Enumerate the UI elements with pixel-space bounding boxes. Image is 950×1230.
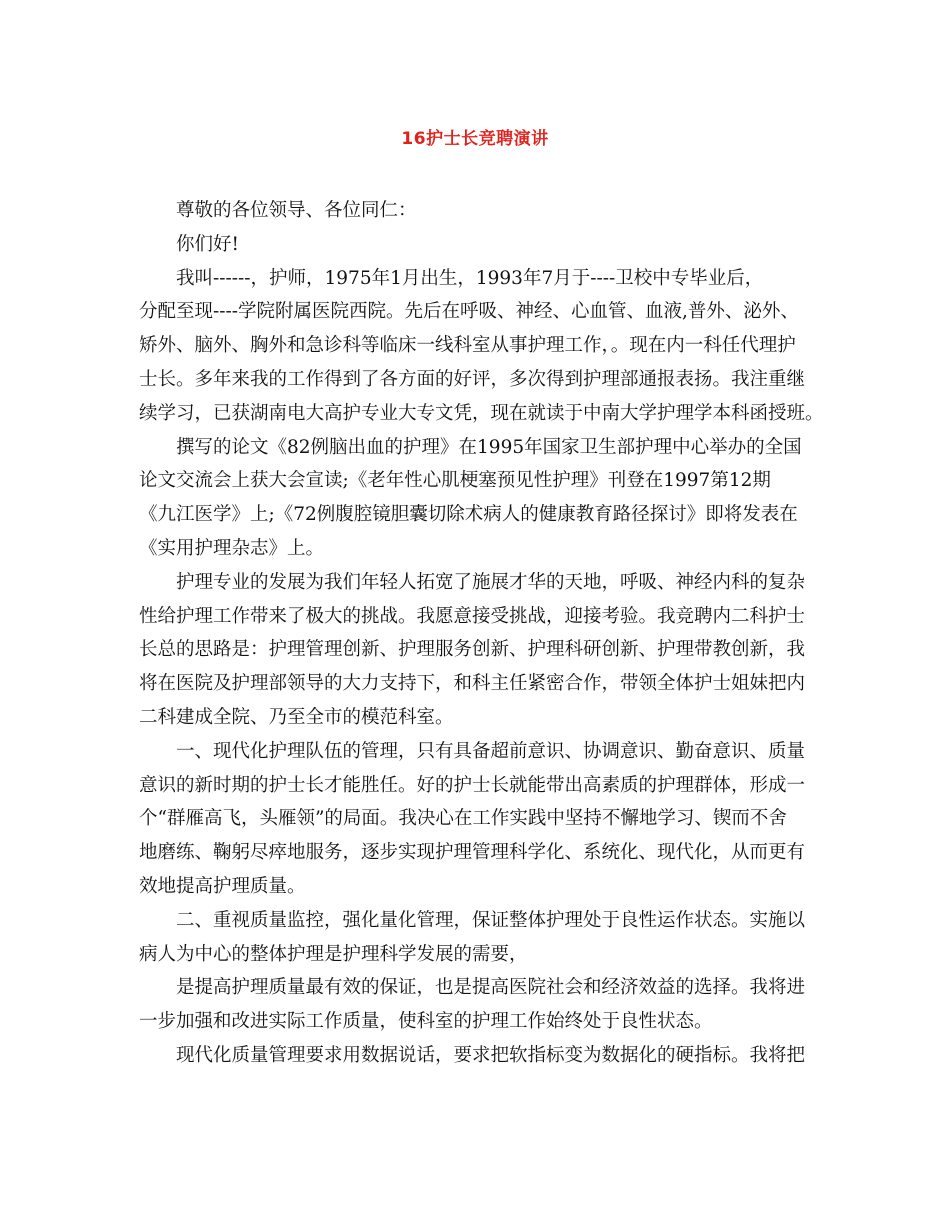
body-line: 现代化质量管理要求用数据说话，要求把软指标变为数据化的硬指标。我将把 [176, 1044, 806, 1066]
body-line: 个“群雁高飞，头雁领”的局面。我决心在工作实践中坚持不懈地学习、锲而不舍 [139, 808, 787, 830]
body-line: 护理专业的发展为我们年轻人拓宽了施展才华的天地，呼吸、神经内科的复杂 [176, 571, 806, 593]
body-line: 长总的思路是：护理管理创新、护理服务创新、护理科研创新、护理带教创新，我 [139, 639, 806, 661]
body-line: 分配至现----学院附属医院西院。先后在呼吸、神经、心血管、血液,普外、泌外、 [139, 301, 799, 323]
document-body [139, 194, 824, 1073]
body-line: 论文交流会上获大会宣读;《老年性心肌梗塞预见性护理》刊登在1997第12期 [139, 470, 771, 492]
document-title: 16护士长竞聘演讲 [401, 129, 549, 149]
body-line: 士长。多年来我的工作得到了各方面的好评，多次得到护理部通报表扬。我注重继 [139, 368, 806, 390]
body-line: 尊敬的各位领导、各位同仁： [176, 200, 417, 221]
body-line: 你们好! [176, 233, 239, 255]
body-line: 是提高护理质量最有效的保证，也是提高医院社会和经济效益的选择。我将进 [176, 977, 806, 999]
body-line: 将在医院及护理部领导的大力支持下，和科主任紧密合作，带领全体护士姐妹把内 [139, 673, 806, 695]
body-line: 《实用护理杂志》上。 [139, 537, 325, 559]
body-line: 我叫------，护师，1975年1月出生，1993年7月于----卫校中专毕业后， [176, 267, 764, 289]
body-line: 效地提高护理质量。 [139, 875, 306, 897]
body-line: 续学习，已获湖南电大高护专业大专文凭，现在就读于中南大学护理学本科函授班。 [139, 402, 824, 424]
body-line: 一步加强和改进实际工作质量，使科室的护理工作始终处于良性状态。 [139, 1011, 713, 1033]
body-line: 矫外、脑外、胸外和急诊科等临床一线科室从事护理工作，。现在内一科任代理护 [139, 335, 796, 357]
body-line: 性给护理工作带来了极大的挑战。我愿意接受挑战，迎接考验。我竞聘内二科护士 [139, 605, 806, 627]
body-line: 地磨练、鞠躬尽瘁地服务，逐步实现护理管理科学化、系统化、现代化，从而更有 [139, 842, 806, 864]
body-line: 二科建成全院、乃至全市的模范科室。 [139, 706, 454, 728]
body-line: 病人为中心的整体护理是护理科学发展的需要， [139, 943, 528, 965]
body-line: 撰写的论文《82例脑出血的护理》在1995年国家卫生部护理中心举办的全国 [176, 436, 802, 458]
body-line: 意识的新时期的护士长才能胜任。好的护士长就能带出高素质的护理群体，形成一 [139, 774, 806, 796]
body-line: 《九江医学》上;《72例腹腔镜胆囊切除术病人的健康教育路径探讨》即将发表在 [139, 504, 798, 526]
body-line: 二、重视质量监控，强化量化管理，保证整体护理处于良性运作状态。实施以 [176, 909, 806, 931]
body-line: 一、现代化护理队伍的管理，只有具备超前意识、协调意识、勤奋意识、质量 [176, 740, 806, 762]
